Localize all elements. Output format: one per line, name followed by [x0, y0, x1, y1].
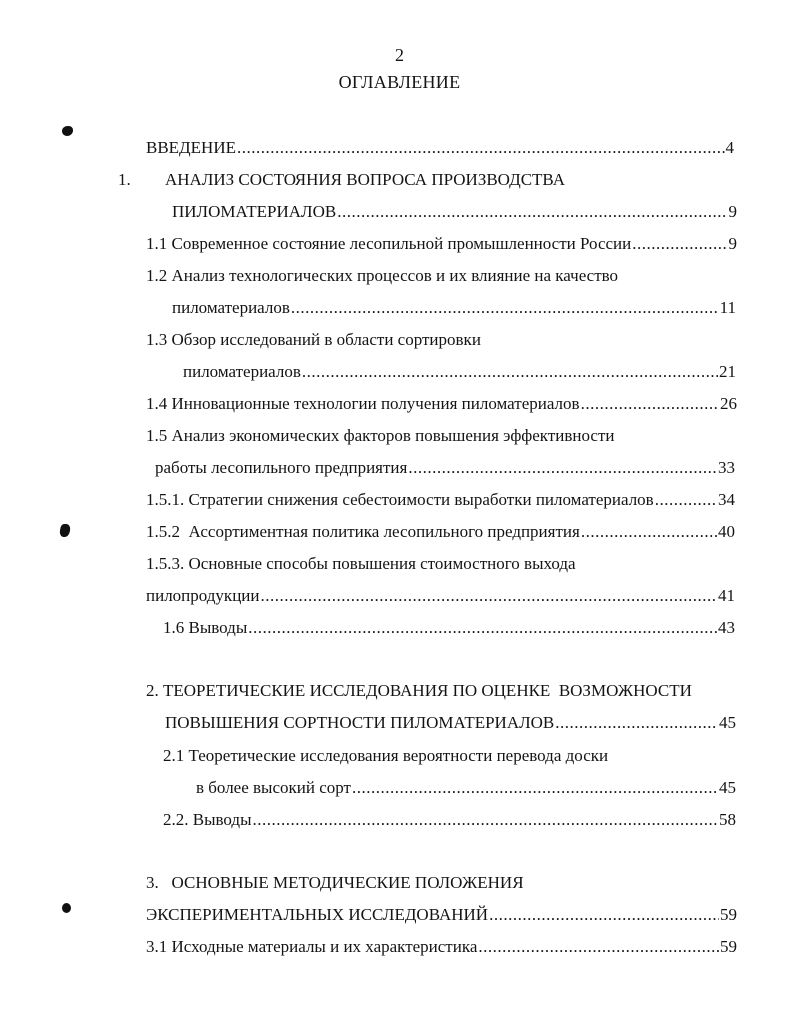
toc-entry-1-5[interactable]: [155, 457, 735, 479]
toc-entry-text: 1.2 Анализ технологических процессов и их влияние на качество: [146, 266, 619, 285]
leader-dots: [237, 137, 725, 159]
toc-page-number: 11: [719, 298, 736, 317]
toc-page-number: 45: [719, 713, 736, 732]
toc-entry-text: 1.5.2 Ассортиментная политика лесопильного предприятия: [146, 522, 580, 541]
page-title: ОГЛАВЛЕНИЕ: [338, 72, 461, 92]
toc-entry-2-2[interactable]: [163, 809, 736, 831]
toc-entry-text: 1.5 Анализ экономических факторов повышения эффективности: [146, 426, 615, 445]
leader-dots: [302, 361, 718, 383]
toc-entry-text: 3. ОСНОВНЫЕ МЕТОДИЧЕСКИЕ ПОЛОЖЕНИЯ: [146, 873, 524, 892]
leader-dots: [655, 489, 717, 511]
leader-dots: [253, 809, 718, 831]
toc-entry-text: 1.3 Обзор исследований в области сортировки: [146, 330, 481, 349]
toc-entry-1-2[interactable]: [172, 297, 736, 319]
scan-speck: [62, 903, 71, 913]
toc-entry-text: 2.1 Теоретические исследования вероятности перевода доски: [163, 746, 609, 765]
leader-dots: [337, 201, 727, 223]
leader-dots: [581, 393, 719, 415]
toc-entry-text: пиломатериалов: [183, 362, 301, 381]
toc-page-number: 9: [728, 234, 737, 253]
page-number: 2: [395, 45, 404, 65]
toc-entry-text: ЭКСПЕРИМЕНТАЛЬНЫХ ИССЛЕДОВАНИЙ: [146, 905, 489, 924]
toc-entry-text: 1.5.3. Основные способы повышения стоимостного выхода: [146, 554, 576, 573]
leader-dots: [581, 521, 717, 543]
toc-entry-text: 1.4 Инновационные технологии получения пиломатериалов: [146, 394, 580, 413]
scan-speck: [59, 524, 71, 537]
leader-dots: [632, 233, 727, 255]
toc-page-number: 21: [719, 362, 736, 381]
toc-entry-text: работы лесопильного предприятия: [155, 458, 408, 477]
toc-page-number: 9: [728, 202, 737, 221]
toc-entry-1-6[interactable]: [163, 617, 735, 639]
leader-dots: [478, 936, 719, 958]
toc-entry-1-5-2[interactable]: [146, 521, 735, 543]
toc-entry-3-1[interactable]: [146, 936, 737, 958]
toc-entry-text: ПИЛОМАТЕРИАЛОВ: [172, 202, 337, 221]
toc-entry-chapter-3[interactable]: [146, 904, 737, 926]
toc-entry-chapter-1[interactable]: [172, 201, 737, 223]
toc-page-number: 33: [718, 458, 735, 477]
toc-entry-text: 1.1 Современное состояние лесопильной промышленности России: [146, 234, 632, 253]
leader-dots: [352, 777, 718, 799]
toc-page-number: 43: [718, 618, 735, 637]
leader-dots: [291, 297, 719, 319]
toc-entry-text: пиломатериалов: [172, 298, 290, 317]
leader-dots: [555, 712, 718, 734]
toc-entry-intro[interactable]: [146, 137, 734, 159]
toc-page-number: 40: [718, 522, 735, 541]
toc-page-number: 45: [719, 778, 736, 797]
toc-entry-1-4[interactable]: [146, 393, 737, 415]
toc-entry-text: ВВЕДЕНИЕ: [146, 138, 236, 157]
toc-entry-text: ПОВЫШЕНИЯ СОРТНОСТИ ПИЛОМАТЕРИАЛОВ: [165, 713, 555, 732]
toc-entry-text: 3.1 Исходные материалы и их характеристика: [146, 937, 478, 956]
leader-dots: [408, 457, 717, 479]
scan-speck: [62, 126, 73, 136]
toc-entry-2-1[interactable]: [196, 777, 736, 799]
leader-dots: [489, 904, 719, 926]
toc-entry-text: 1.5.1. Стратегии снижения себестоимости выработки пиломатериалов: [146, 490, 654, 509]
toc-entry-text: пилопродукции: [146, 586, 260, 605]
toc-entry-1-5-1[interactable]: [146, 489, 735, 511]
toc-page-number: 58: [719, 810, 736, 829]
toc-page-number: 59: [720, 905, 737, 924]
leader-dots: [248, 617, 717, 639]
toc-entry-text: в более высокий сорт: [196, 778, 351, 797]
toc-entry-text: АНАЛИЗ СОСТОЯНИЯ ВОПРОСА ПРОИЗВОДСТВА: [165, 170, 565, 189]
toc-page-number: 41: [718, 586, 735, 605]
toc-entry-1-5-3[interactable]: [146, 585, 735, 607]
toc-entry-text: 1.6 Выводы: [163, 618, 248, 637]
toc-page-number: 26: [720, 394, 737, 413]
toc-page-number: 34: [718, 490, 735, 509]
leader-dots: [261, 585, 718, 607]
toc-entry-text: 2. ТЕОРЕТИЧЕСКИЕ ИССЛЕДОВАНИЯ ПО ОЦЕНКЕ ВОЗМОЖНОСТИ: [146, 681, 692, 700]
toc-page-number: 59: [720, 937, 737, 956]
toc-entry-chapter-2[interactable]: [165, 712, 736, 734]
chapter-number: 1.: [118, 170, 131, 189]
toc-entry-text: 2.2. Выводы: [163, 810, 252, 829]
toc-entry-1-1[interactable]: [146, 233, 737, 255]
toc-entry-1-3[interactable]: [183, 361, 736, 383]
toc-page-number: 4: [725, 138, 734, 157]
